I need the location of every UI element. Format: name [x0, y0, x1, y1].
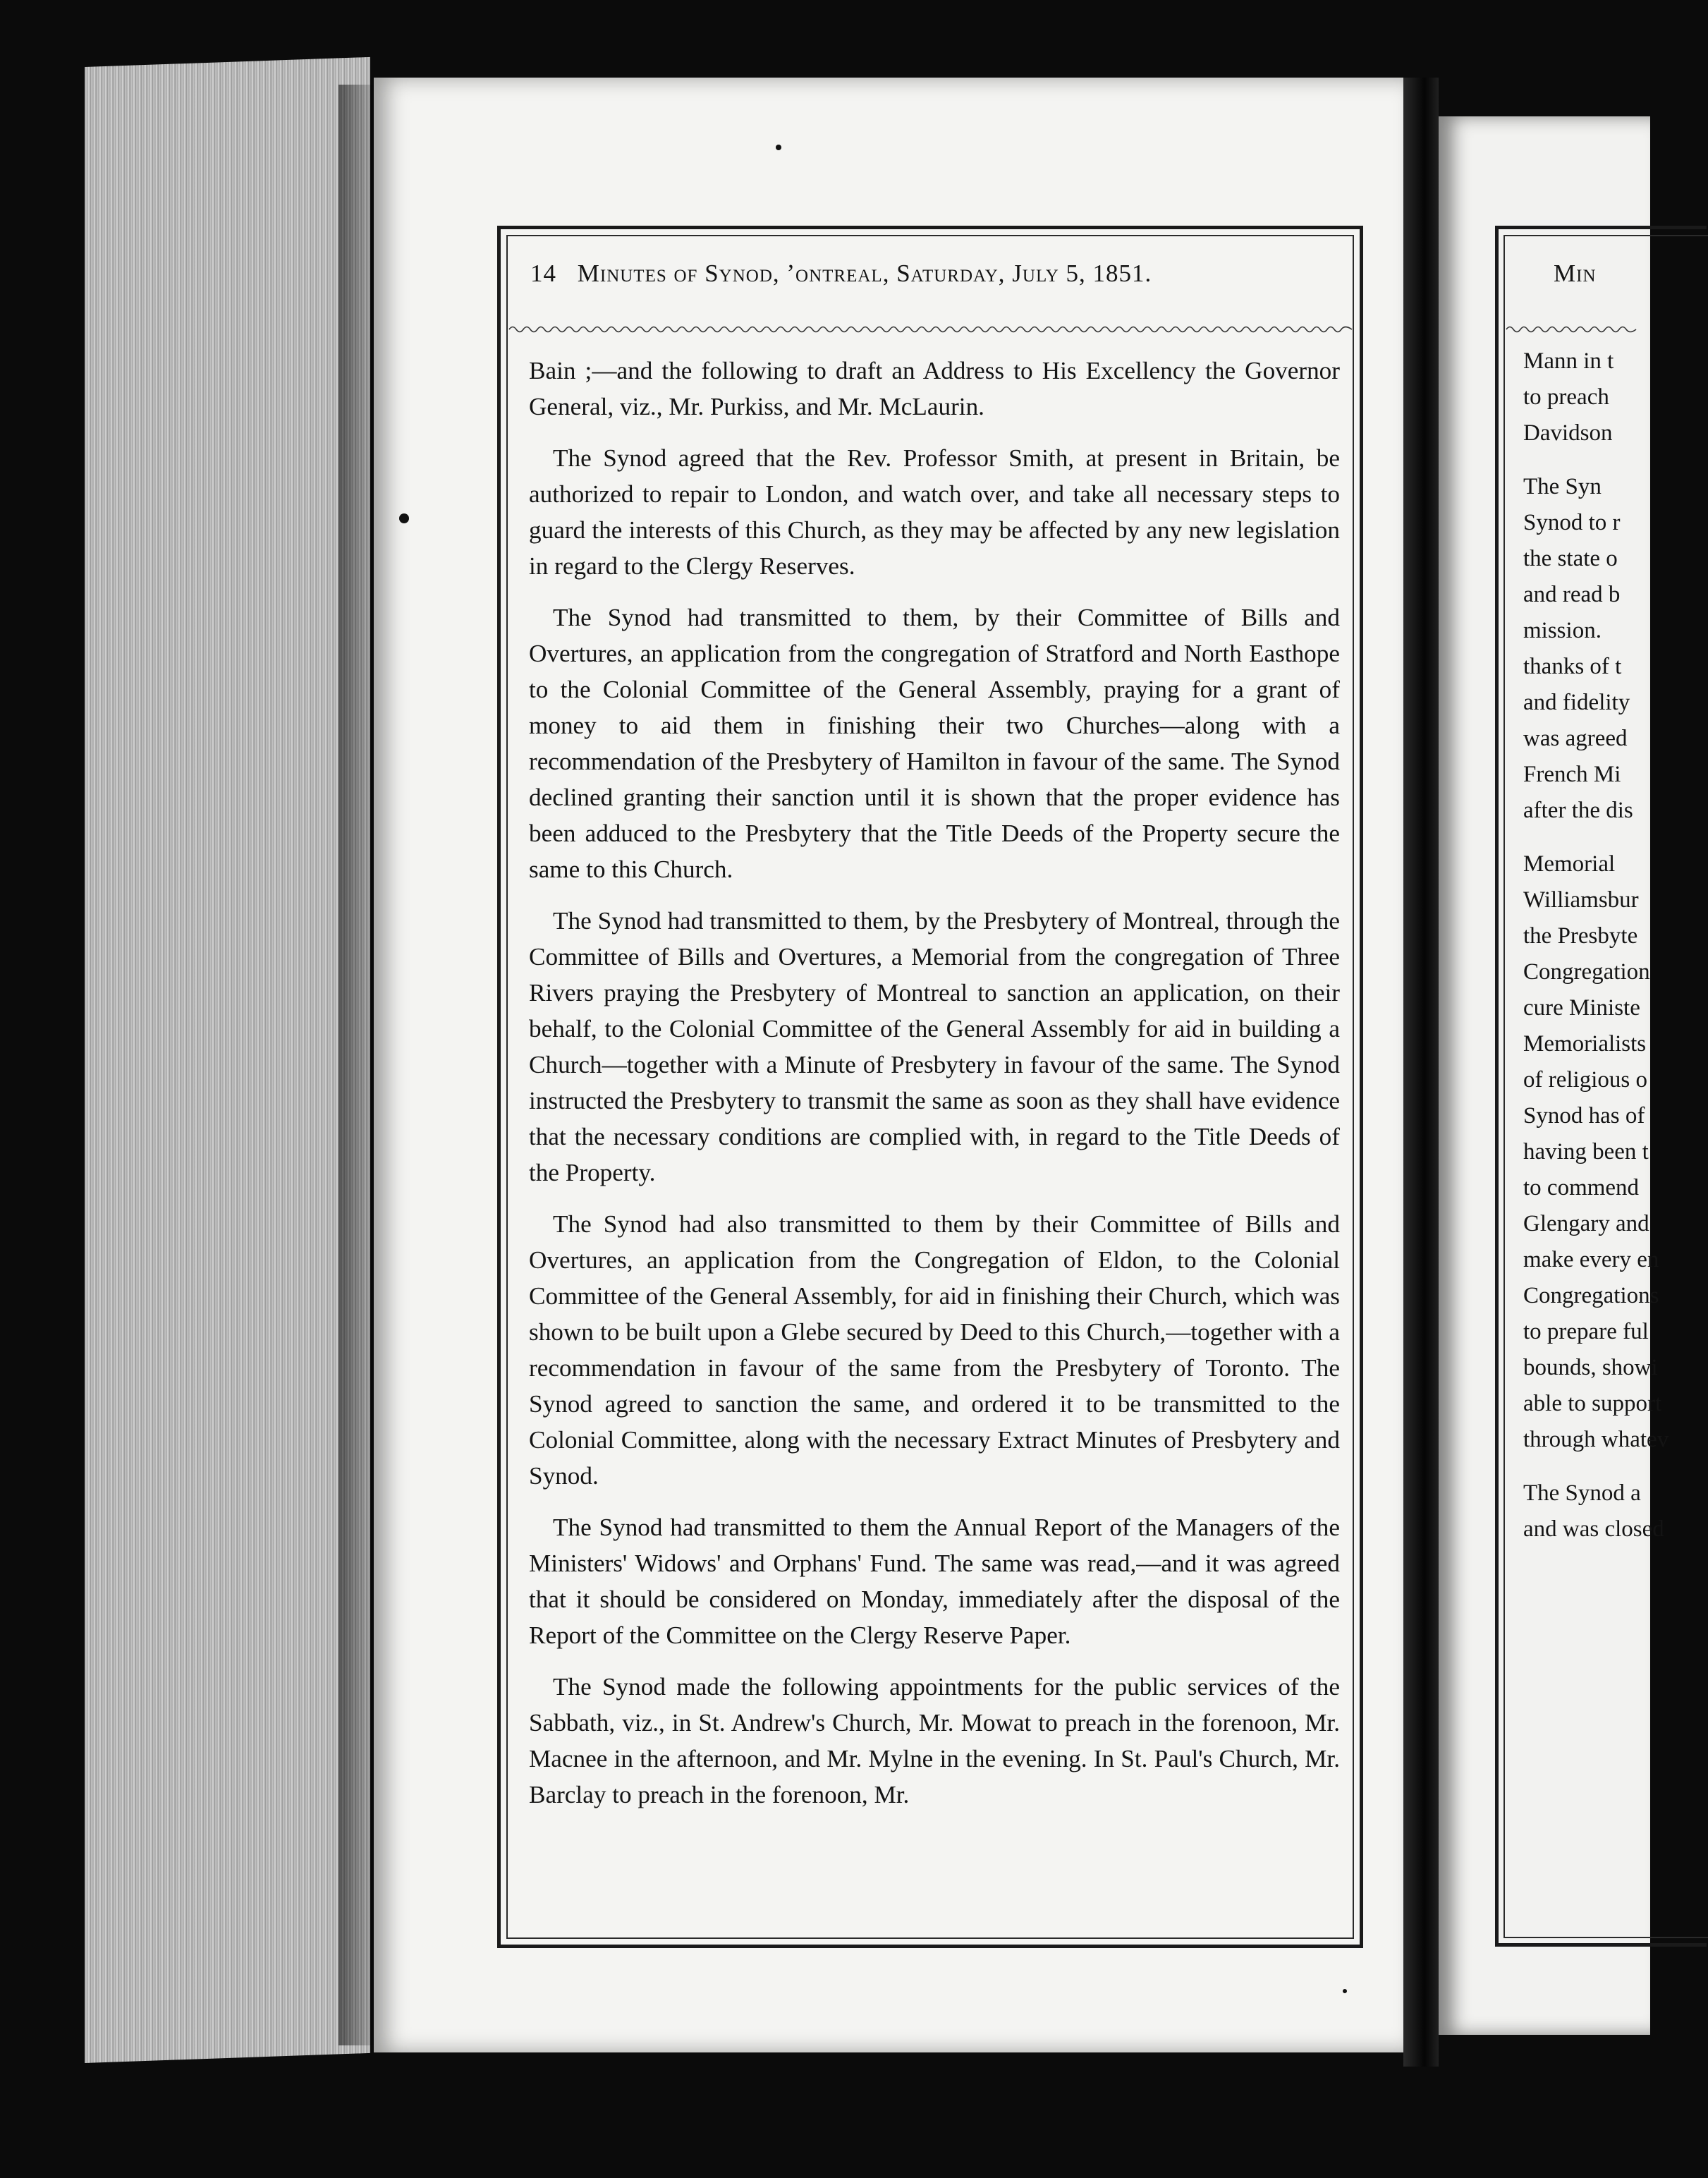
facing-page-line: after the dis	[1523, 798, 1633, 823]
minutes-body	[529, 353, 1340, 1933]
facing-page-line: was agreed	[1523, 726, 1628, 751]
facing-page-line: Synod has of	[1523, 1103, 1645, 1128]
paragraph-widows-fund: The Synod had transmitted to them the Annual Report of the Managers of the Ministers' Widows' and Orphans' Fund. The same was read,—and it was agreed that it should be considered on Monday, immediately after the disposal of the Report of the Committee on the Clergy Reserve Paper.	[529, 1514, 1340, 1649]
facing-page-line: and read b	[1523, 582, 1621, 607]
facing-page-line	[1523, 1458, 1636, 1476]
paragraph-sabbath-appointments: The Synod made the following appointments for the public services of the Sabbath, viz., in St. Andrew's Church, Mr. Mowat to preach in the forenoon, Mr. Macnee in the afternoon, and Mr. Mylne in the evening. In St. Paul's Church, Mr. Barclay to preach in the forenoon, Mr.	[529, 1673, 1340, 1808]
facing-page-line: and fidelity	[1523, 690, 1630, 715]
facing-page-line	[1523, 829, 1636, 846]
facing-page-line: Mann in t	[1523, 348, 1614, 374]
facing-page-line: Williamsbur	[1523, 887, 1639, 913]
facing-page-line: the Presbyte	[1523, 923, 1638, 949]
facing-page-line: mission.	[1523, 618, 1602, 643]
facing-page-header: Min	[1554, 260, 1597, 287]
facing-page-line: The Synod a	[1523, 1480, 1641, 1506]
facing-page-line: and was closed	[1523, 1516, 1664, 1542]
speck	[776, 145, 781, 150]
book-fore-edge	[85, 57, 370, 2063]
facing-page-line: bounds, showi	[1523, 1355, 1658, 1380]
facing-page-line: Congregation	[1523, 959, 1650, 985]
facing-page-text	[1523, 343, 1669, 1909]
paragraph-three-rivers: The Synod had transmitted to them, by the Presbytery of Montreal, through the Committee of Bills and Overtures, a Memorial from the congregation of Three Rivers praying the Presbytery of Montreal to sanction an application, on their behalf, to the Colonial Committee of the General Assembly for aid in building a Church—together with a Minute of Presbytery in favour of the same. The Synod instructed the Presbytery to transmit the same as soon as they shall have evidence that the necessary conditions are complied with, in regard to the Title Deeds of the Property.	[529, 907, 1340, 1186]
header-rule	[509, 323, 1352, 336]
running-title: Minutes of Synod, ʼontreal, Saturday, July 5, 1851.	[577, 260, 1152, 287]
paragraph-professor-smith: The Synod agreed that the Rev. Professor Smith, at present in Britain, be authorized to repair to London, and watch over, and take all necessary steps to guard the interests of this Church, as they may be affected by any new legislation in regard to the Clergy Reserves.	[529, 444, 1340, 580]
facing-page-line: able to support	[1523, 1391, 1662, 1416]
facing-page-line: Memorialists	[1523, 1031, 1647, 1057]
paragraph-eldon: The Synod had also transmitted to them by their Committee of Bills and Overtures, an application from the Congregation of Eldon, to the Colonial Committee of the General Assembly, for aid in finishing their Church, which was shown to be built upon a Glebe secured by Deed to this Church,—together with a recommendation in favour of the same from the Presbytery of Toronto. The Synod agreed to sanction the same, and ordered it to be transmitted to the Colonial Committee, along with the necessary Extract Minutes of Presbytery and Synod.	[529, 1210, 1340, 1490]
facing-page-line: through whatev	[1523, 1427, 1669, 1452]
facing-page-line: Davidson	[1523, 420, 1613, 446]
facing-page-line: Memorial	[1523, 851, 1616, 877]
facing-page-line: French Mi	[1523, 762, 1621, 787]
facing-header-rule	[1506, 323, 1636, 336]
facing-page-line	[1523, 451, 1636, 469]
facing-page-line: the state o	[1523, 546, 1618, 571]
paragraph-stratford: The Synod had transmitted to them, by their Committee of Bills and Overtures, an application from the congregation of Stratford and North Easthope to the Colonial Committee of the General Assembly, praying for a grant of money to aid them in finishing their two Churches—along with a recommendation of the Presbytery of Hamilton in favour of the same. The Synod declined granting their sanction until it is shown that the proper evidence has been adduced to the Presbytery that the Title Deeds of the Property secure the same to this Church.	[529, 604, 1340, 883]
paragraph-address-committee: Bain ;—and the following to draft an Address to His Excellency the Governor General, viz., Mr. Purkiss, and Mr. McLaurin.	[529, 357, 1340, 420]
facing-page-line: cure Ministe	[1523, 995, 1640, 1021]
book-gutter	[1403, 78, 1439, 2067]
page-number: 14	[530, 260, 556, 287]
facing-page-line: to prepare ful	[1523, 1319, 1649, 1344]
facing-page-line: to preach	[1523, 384, 1609, 410]
speck	[1343, 1989, 1347, 1993]
facing-page-line: having been t	[1523, 1139, 1649, 1164]
facing-page-line: Glengary and	[1523, 1211, 1649, 1236]
facing-page-line: thanks of t	[1523, 654, 1622, 679]
facing-page-line: Synod to r	[1523, 510, 1621, 535]
speck	[399, 513, 409, 523]
facing-page-line: make every en	[1523, 1247, 1659, 1272]
facing-page-line: to commend	[1523, 1175, 1640, 1200]
facing-page-line: of religious o	[1523, 1067, 1647, 1093]
facing-page-line: Congregations	[1523, 1283, 1659, 1308]
running-header	[530, 260, 1313, 302]
facing-page-line: The Syn	[1523, 474, 1602, 499]
